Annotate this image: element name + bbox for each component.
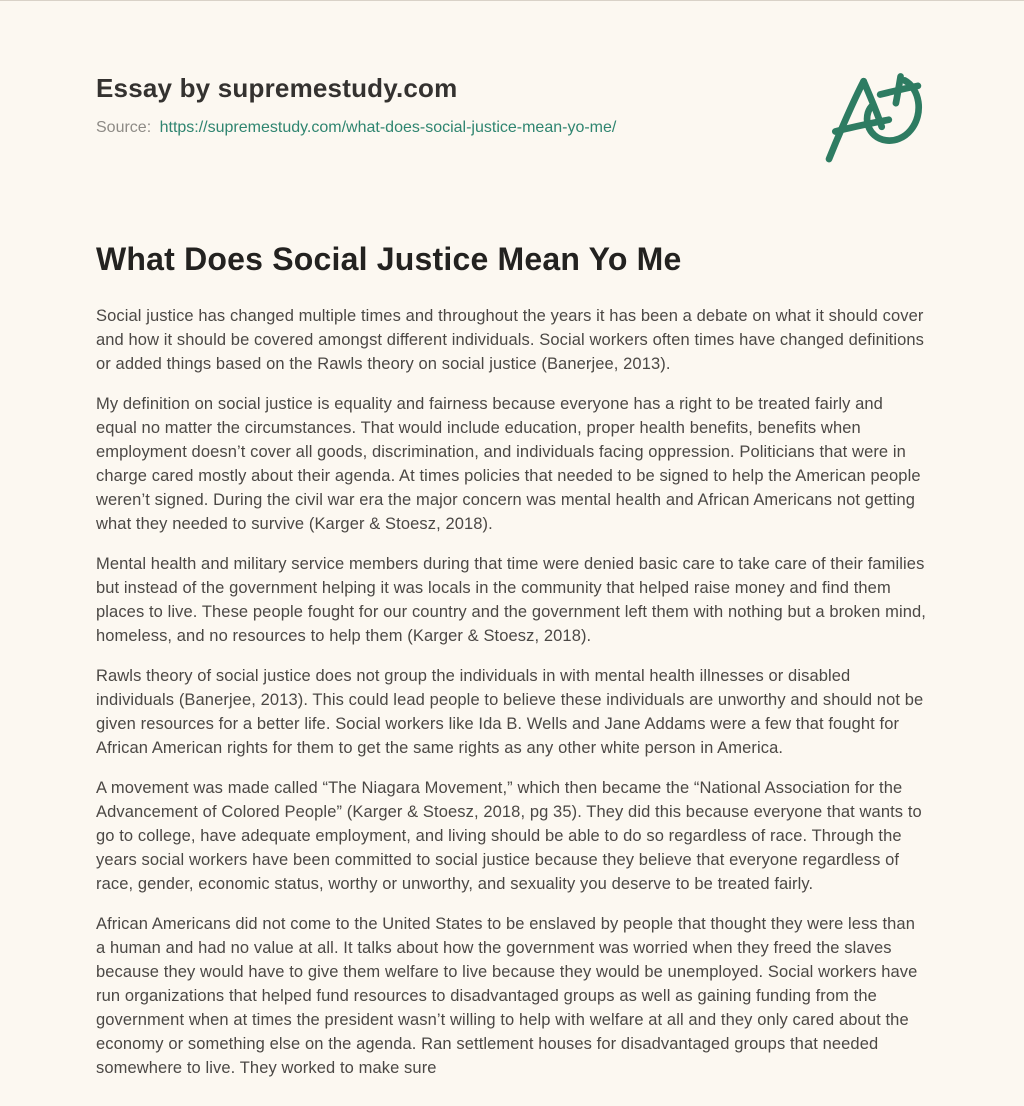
essay-paragraph: Rawls theory of social justice does not group the individuals in with mental health illnesses or disabled individuals (Banerjee, 2013). This could lead people to believe these individuals are unworthy and should not be given resources for a better life. Social workers like Ida B. Wells and Jane Addams were a few that fought for African American rights for them to get the same rights as any other white person in America. xyxy=(96,667,924,757)
essay-paragraph: African Americans did not come to the United States to be enslaved by people that thought they were less than a human and had no value at all. It talks about how the government was worried when they freed the slaves because they would have to give them welfare to live because they would be unemployed. Social workers have run organizations that helped fund resources to disadvantaged groups as well as gaining funding from the government when at times the president wasn’t willing to help with welfare at all and they only cared about the economy or something else on the agenda. Ran settlement houses for disadvantaged groups that needed somewhere to live. They worked to make sure xyxy=(96,915,918,1077)
source-line xyxy=(96,119,928,137)
a-plus-logo-icon xyxy=(818,55,936,175)
essay-body xyxy=(96,304,928,1080)
header-title: Essay by supremestudy.com xyxy=(96,73,458,103)
source-link[interactable]: https://supremestudy.com/what-does-social-justice-mean-yo-me/ xyxy=(159,119,617,136)
essay-content xyxy=(96,241,928,1080)
essay-paragraph: My definition on social justice is equality and fairness because everyone has a right to be treated fairly and equal no matter the circumstances. That would include education, proper health benefits, benefits when employment doesn’t cover all goods, discrimination, and individuals facing oppression. Politicians that were in charge cared mostly about their agenda. At times policies that needed to be signed to help the American people weren’t signed. During the civil war era the major concern was mental health and African Americans not getting what they needed to survive (Karger & Stoesz, 2018). xyxy=(96,395,921,533)
essay-paragraph: Social justice has changed multiple times and throughout the years it has been a debate on what it should cover and how it should be covered amongst different individuals. Social workers often times have changed definitions or added things based on the Rawls theory on social justice (Banerjee, 2013). xyxy=(96,307,925,373)
essay-title: What Does Social Justice Mean Yo Me xyxy=(96,241,682,277)
page-header xyxy=(96,73,928,137)
essay-paragraph: A movement was made called “The Niagara Movement,” which then became the “National Association for the Advancement of Colored People” (Karger & Stoesz, 2018, pg 35). They did this because everyone that wants to go to college, have adequate employment, and living should be able to do so regardless of race. Through the years social workers have been committed to social justice because they believe that everyone regardless of race, gender, economic status, worthy or unworthy, and sexuality you deserve to be treated fairly. xyxy=(96,779,922,893)
essay-paragraph: Mental health and military service members during that time were denied basic care to take care of their families but instead of the government helping it was locals in the community that helped raise money and find them places to live. These people fought for our country and the government left them with nothing but a broken mind, homeless, and no resources to help them (Karger & Stoesz, 2018). xyxy=(96,555,926,645)
source-label: Source: xyxy=(96,119,152,136)
